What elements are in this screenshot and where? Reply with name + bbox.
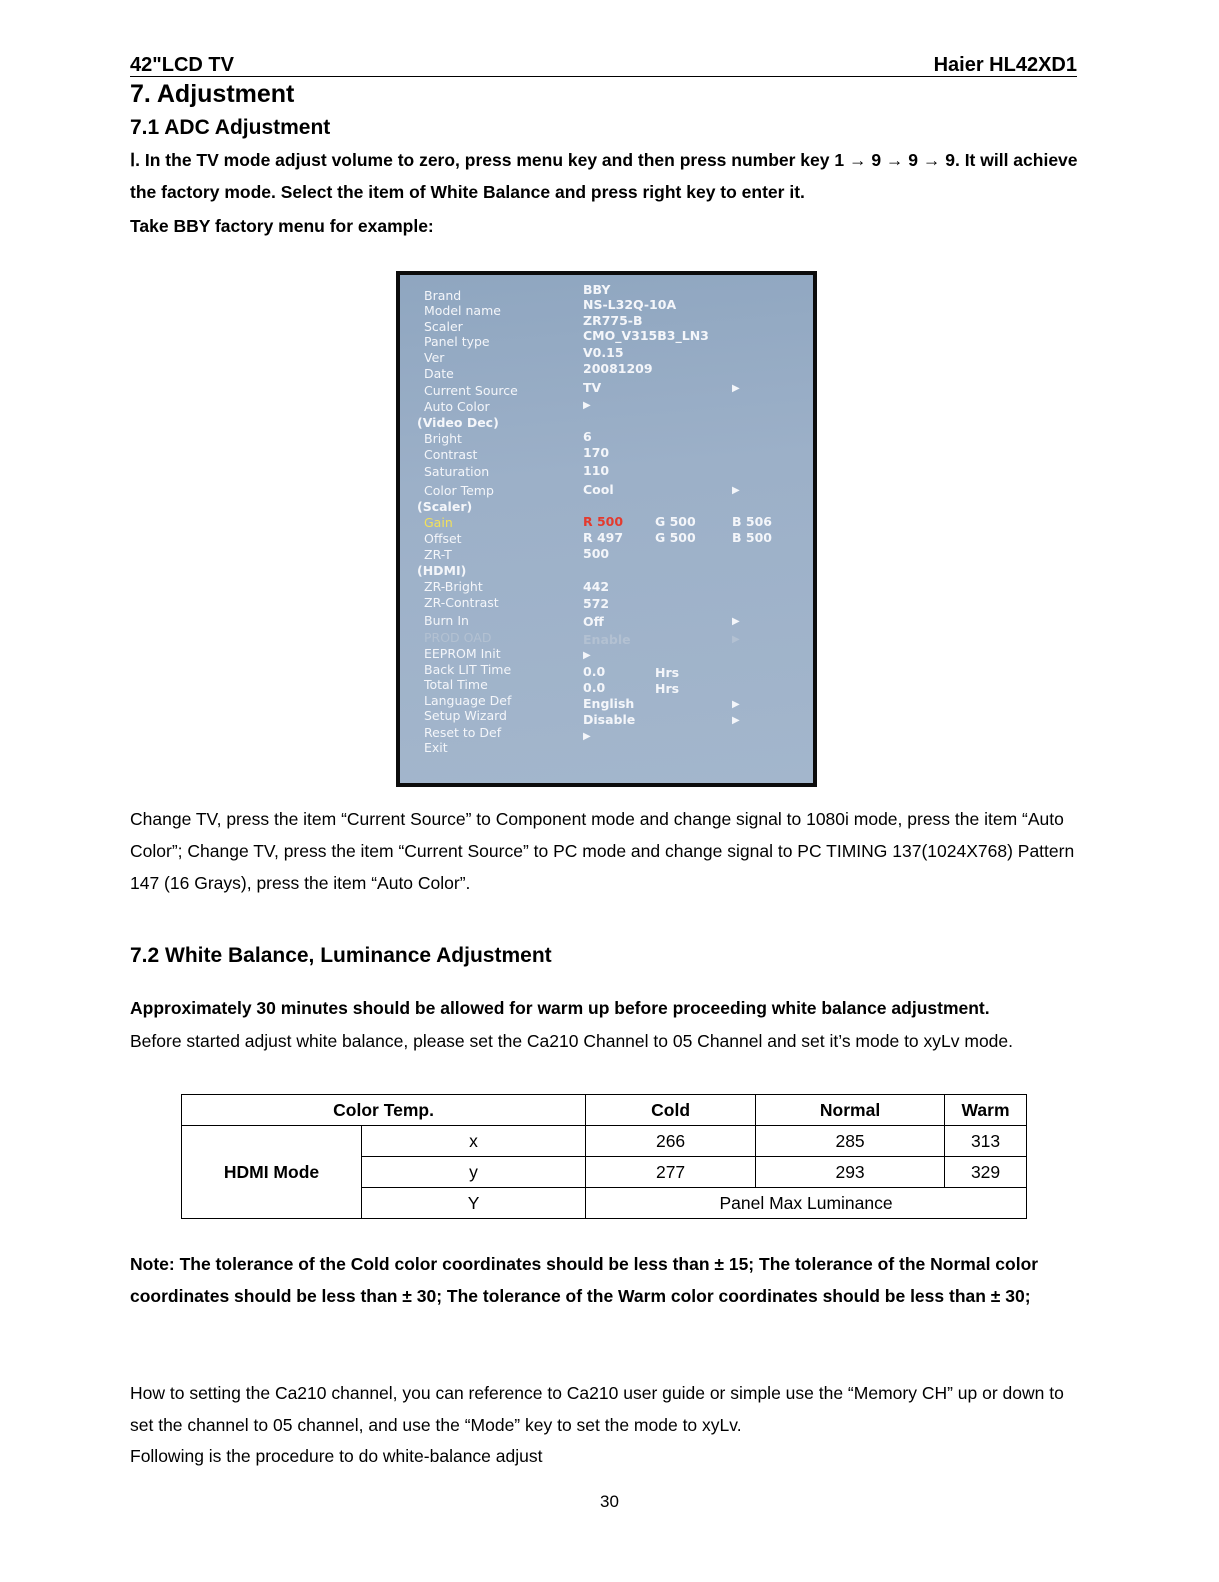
table-cell-y-warm: 329 bbox=[945, 1157, 1027, 1188]
menu-value-gain-r: R 500 bbox=[583, 514, 624, 529]
menu-value-scaler: ZR775-B bbox=[583, 313, 643, 328]
menu-unit-total-time: Hrs bbox=[655, 681, 680, 696]
menu-value-brand: BBY bbox=[583, 282, 611, 297]
menu-label-zr-contrast: ZR-Contrast bbox=[424, 595, 499, 610]
table-cell-luminance-label: Y bbox=[362, 1188, 586, 1219]
table-cell-x-label: x bbox=[362, 1126, 586, 1157]
section-title: 7. Adjustment bbox=[130, 80, 295, 108]
menu-section-video-dec: (Video Dec) bbox=[417, 415, 499, 430]
header-product: 42"LCD TV bbox=[130, 54, 234, 76]
menu-label-total-time: Total Time bbox=[424, 677, 488, 692]
header-model: Haier HL42XD1 bbox=[933, 54, 1077, 76]
menu-value-date: 20081209 bbox=[583, 361, 653, 376]
menu-section-hdmi: (HDMI) bbox=[417, 563, 467, 578]
table-header-normal: Normal bbox=[756, 1095, 945, 1126]
menu-label-prod-oad: PROD OAD bbox=[424, 630, 492, 645]
menu-label-current-source: Current Source bbox=[424, 383, 518, 398]
table-cell-hdmi-mode: HDMI Mode bbox=[182, 1126, 362, 1219]
table-cell-x-normal: 285 bbox=[756, 1126, 945, 1157]
menu-label-ver: Ver bbox=[424, 350, 445, 365]
adc-step-text: Ⅰ. In the TV mode adjust volume to zero, press menu key and then press number key 1 → 9 → 9 → 9. It will achieve the factory mode. Select the item of White Balance and press right key to enter it. bbox=[130, 150, 1078, 202]
menu-value-burn-in: Off bbox=[583, 614, 604, 629]
table-row bbox=[182, 1126, 1027, 1157]
menu-value-saturation: 110 bbox=[583, 463, 610, 478]
menu-label-scaler: Scaler bbox=[424, 319, 463, 334]
menu-label-auto-color: Auto Color bbox=[424, 399, 490, 414]
ca210-setup-text: Before started adjust white balance, please set the Ca210 Channel to 05 Channel and set it’s mode to xyLv mode. bbox=[130, 1031, 1014, 1051]
factory-menu-photo bbox=[396, 271, 817, 787]
menu-label-zr-t: ZR-T bbox=[424, 547, 452, 562]
menu-value-current-source: TV bbox=[583, 380, 602, 395]
page-header bbox=[130, 54, 1077, 77]
subsection-white-balance-title: 7.2 White Balance, Luminance Adjustment bbox=[130, 944, 552, 967]
arrow-right-icon: ▶ bbox=[583, 731, 591, 742]
menu-label-model: Model name bbox=[424, 303, 501, 318]
menu-value-offset-g: G 500 bbox=[655, 530, 696, 545]
menu-value-offset-b: B 500 bbox=[732, 530, 772, 545]
menu-label-exit: Exit bbox=[424, 740, 448, 755]
arrow-right-icon: ▶ bbox=[583, 650, 591, 661]
menu-value-bright: 6 bbox=[583, 429, 592, 444]
tolerance-note: Note: The tolerance of the Cold color coordinates should be less than ± 15; The tolerance of the Normal color coordinates should be less than ± 30; The tolerance of the Warm color coordinates should be less than ± 30; bbox=[130, 1254, 1039, 1306]
menu-value-model: NS-L32Q-10A bbox=[583, 297, 677, 312]
table-cell-x-cold: 266 bbox=[586, 1126, 756, 1157]
menu-label-brand: Brand bbox=[424, 288, 462, 303]
menu-value-total-time: 0.0 bbox=[583, 680, 606, 695]
table-cell-y-normal: 293 bbox=[756, 1157, 945, 1188]
color-temp-table bbox=[181, 1094, 1027, 1219]
arrow-right-icon: ▶ bbox=[732, 383, 740, 394]
arrow-right-icon: ▶ bbox=[732, 634, 740, 645]
menu-value-gain-g: G 500 bbox=[655, 514, 696, 529]
menu-value-color-temp: Cool bbox=[583, 482, 614, 497]
menu-value-offset-r: R 497 bbox=[583, 530, 624, 545]
menu-label-offset: Offset bbox=[424, 531, 462, 546]
menu-label-burn-in: Burn In bbox=[424, 613, 469, 628]
table-cell-panel-max-luminance: Panel Max Luminance bbox=[586, 1188, 1027, 1219]
menu-label-language-def: Language Def bbox=[424, 693, 512, 708]
page-number: 30 bbox=[600, 1492, 619, 1511]
table-row bbox=[182, 1095, 1027, 1126]
menu-value-contrast: 170 bbox=[583, 445, 610, 460]
menu-label-panel: Panel type bbox=[424, 334, 490, 349]
menu-label-back-lit-time: Back LIT Time bbox=[424, 662, 512, 677]
menu-label-date: Date bbox=[424, 366, 454, 381]
auto-color-instructions: Change TV, press the item “Current Source” to Component mode and change signal to 1080i mode, press the item “Auto Color”; Change TV, press the item “Current Source” to PC mode and change signal to PC TIMING 137(1024X768) Pattern 147 (16 Grays), press the item “Auto Color”. bbox=[130, 809, 1075, 893]
menu-label-color-temp: Color Temp bbox=[424, 483, 494, 498]
menu-value-language-def: English bbox=[583, 696, 635, 711]
factory-menu-screen bbox=[400, 275, 813, 783]
menu-label-setup-wizard: Setup Wizard bbox=[424, 708, 507, 723]
ca210-channel-howto: How to setting the Ca210 channel, you can reference to Ca210 user guide or simple use the “Memory CH” up or down to set the channel to 05 channel, and use the “Mode” key to set the mode to xyLv. bbox=[130, 1383, 1064, 1435]
procedure-intro: Following is the procedure to do white-balance adjust bbox=[130, 1446, 543, 1466]
table-cell-y-label: y bbox=[362, 1157, 586, 1188]
menu-value-zr-bright: 442 bbox=[583, 579, 610, 594]
arrow-right-icon: ▶ bbox=[732, 485, 740, 496]
menu-value-zr-t: 500 bbox=[583, 546, 610, 561]
menu-section-scaler: (Scaler) bbox=[417, 499, 473, 514]
arrow-right-icon: ▶ bbox=[732, 699, 740, 710]
menu-label-zr-bright: ZR-Bright bbox=[424, 579, 483, 594]
menu-label-bright: Bright bbox=[424, 431, 462, 446]
menu-value-zr-contrast: 572 bbox=[583, 596, 610, 611]
menu-unit-back-lit-time: Hrs bbox=[655, 665, 680, 680]
menu-value-gain-b: B 506 bbox=[732, 514, 772, 529]
menu-label-contrast: Contrast bbox=[424, 447, 478, 462]
table-header-cold: Cold bbox=[586, 1095, 756, 1126]
warmup-note: Approximately 30 minutes should be allowed for warm up before proceeding white balance adjustment. bbox=[130, 998, 990, 1018]
example-caption: Take BBY factory menu for example: bbox=[130, 216, 434, 236]
menu-value-panel: CMO_V315B3_LN3 bbox=[583, 328, 709, 343]
arrow-right-icon: ▶ bbox=[583, 400, 591, 411]
menu-value-ver: V0.15 bbox=[583, 345, 624, 360]
menu-value-back-lit-time: 0.0 bbox=[583, 664, 606, 679]
arrow-right-icon: ▶ bbox=[732, 616, 740, 627]
menu-label-gain: Gain bbox=[424, 515, 453, 530]
menu-value-setup-wizard: Disable bbox=[583, 712, 636, 727]
table-header-warm: Warm bbox=[945, 1095, 1027, 1126]
subsection-adc-title: 7.1 ADC Adjustment bbox=[130, 116, 331, 139]
table-cell-y-cold: 277 bbox=[586, 1157, 756, 1188]
table-header-color-temp: Color Temp. bbox=[182, 1095, 586, 1126]
table-cell-x-warm: 313 bbox=[945, 1126, 1027, 1157]
menu-label-eeprom-init: EEPROM Init bbox=[424, 646, 501, 661]
menu-label-saturation: Saturation bbox=[424, 464, 490, 479]
menu-value-prod-oad: Enable bbox=[583, 632, 631, 647]
menu-label-reset-to-def: Reset to Def bbox=[424, 725, 502, 740]
arrow-right-icon: ▶ bbox=[732, 715, 740, 726]
